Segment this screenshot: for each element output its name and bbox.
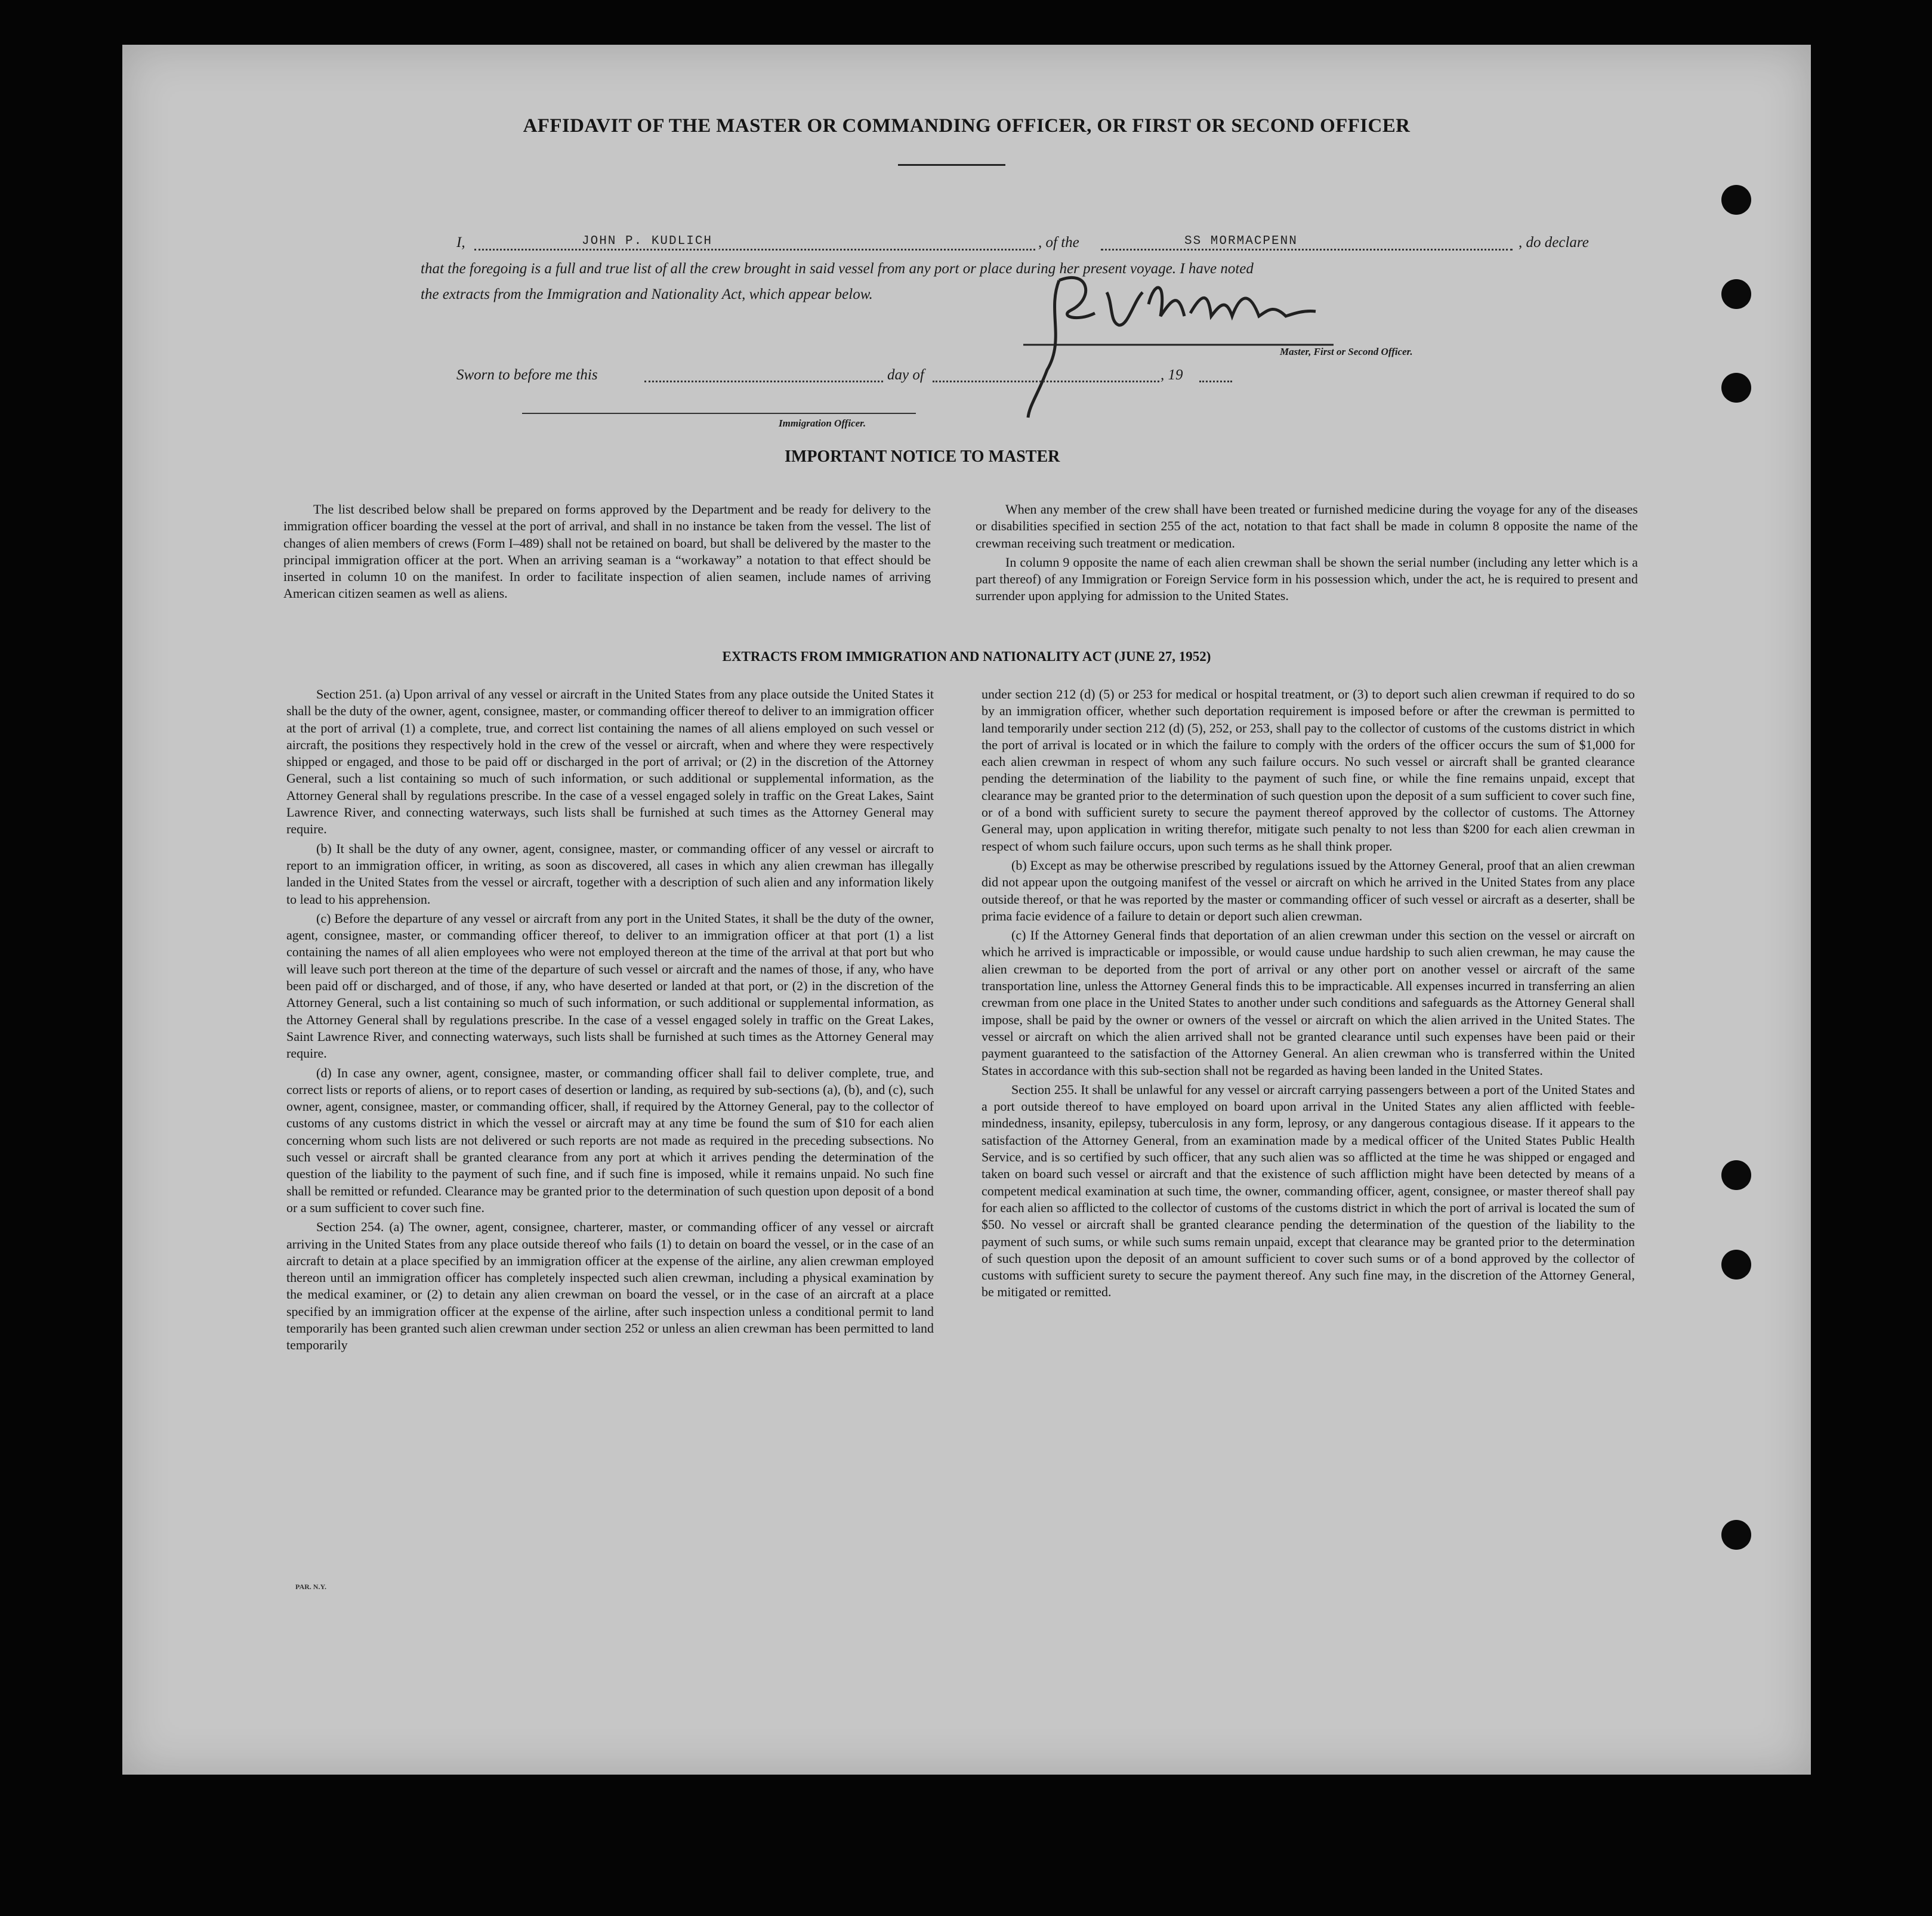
year-label: , 19 xyxy=(1161,367,1183,383)
sworn-year-line[interactable] xyxy=(1199,381,1232,382)
master-name-line xyxy=(474,249,1035,251)
extract-section-251c: (c) Before the departure of any vessel or aircraft from any port in the United States, it shall be the duty of the owner, agent, consignee, master, or commanding officer thereof, to deliver to an immigration officer at that port (1) a list containing the names of all alien employees who were not employed thereon at the time of the arrival at that port but who will leave such port thereon at the time of the departure of such vessel or aircraft and the names of those, if any, who have been paid off or discharged, and of those, if any, who have deserted or landed at that port, or (2) in the discretion of the Attorney General, such a list containing so much of such information, or such additional or supplemental information, as the Attorney General shall by regulations prescribe. In the case of a vessel engaged solely in traffic on the Great Lakes, Saint Lawrence River, and connecting waterways, such lists shall be furnished at such times as the Attorney General may require. xyxy=(286,910,934,1061)
extract-section-251b: (b) It shall be the duty of any owner, agent, consignee, master, or commanding officer of any vessel or aircraft to report to an immigration officer, in writing, as soon as discovered, all cases in which any alien crewman has illegally landed in the United States from the vessel or aircraft, together with a description of such alien and any information likely to lead to his apprehension. xyxy=(286,840,934,907)
notice-left-column xyxy=(283,501,931,605)
notice-right-column xyxy=(976,501,1638,607)
immigration-officer-caption: Immigration Officer. xyxy=(779,418,866,429)
printer-mark: PAR. N.Y. xyxy=(295,1583,327,1591)
declaration-line-3: the extracts from the Immigration and Nationality Act, which appear below. xyxy=(421,286,873,302)
sworn-month-line[interactable] xyxy=(933,381,1159,382)
extracts-right-column xyxy=(982,686,1635,1303)
notice-right-paragraph-1: When any member of the crew shall have been treated or furnished medicine during the voyage for any of the diseases or disabilities specified in section 255 of the act, notation to that fact shall be made in column 8 opposite the name of the crewman receiving such treatment or medication. xyxy=(976,502,1638,551)
master-signature xyxy=(1023,257,1334,424)
vessel-name-line xyxy=(1101,249,1513,251)
extract-section-254b: (b) Except as may be otherwise prescribed by regulations issued by the Attorney General, proof that an alien crewman did not appear upon the outgoing manifest of the vessel or aircraft on which he arrived in the United States from any place outside thereof, or that he was reported by the master or commanding officer of such vessel or aircraft as a deserter, shall be prima facie evidence of a failure to detain or deport such alien crewman. xyxy=(982,857,1635,923)
notice-right-paragraph-2: In column 9 opposite the name of each alien crewman shall be shown the serial number (including any letter which is a part thereof) of any Immigration or Foreign Service form in his possession which, under the act, he is required to present and surrender upon applying for admission to the United States. xyxy=(976,554,1638,604)
vessel-name-field[interactable]: SS MORMACPENN xyxy=(1184,234,1298,248)
extract-section-254a-cont: under section 212 (d) (5) or 253 for medical or hospital treatment, or (3) to deport such alien crewman if required to do so by an immigration officer, whether such deportation requirement is imposed before or after the crewman is permitted to land temporarily under section 212 (d) (5), 252, or 253, shall pay to the collector of customs of the customs district in which the port of arrival is located or in which the failure to comply with the orders of the officer occurs the sum of $1,000 for each alien crewman in respect of whom any such failure occurs. No such vessel or aircraft shall be granted clearance pending the determination of the liability to the payment of such fine, or while the fine remains unpaid, except that clearance may be granted prior to the determination of such question upon the deposit of a sum sufficient to cover such fine, or of a bond with sufficient surety to secure the payment thereof approved by the collector of customs. The Attorney General may, upon application in writing therefor, mitigate such penalty to not less than $200 for each alien crewman in respect of whom such failure occurs, upon such terms as he shall think proper. xyxy=(982,687,1635,854)
extracts-title: EXTRACTS FROM IMMIGRATION AND NATIONALITY ACT (JUNE 27, 1952) xyxy=(722,649,1211,664)
binder-hole xyxy=(1721,373,1751,403)
master-name-field[interactable]: JOHN P. KUDLICH xyxy=(582,234,713,248)
sworn-label: Sworn to before me this xyxy=(456,367,598,383)
day-of-label: day of xyxy=(887,367,924,383)
binder-hole xyxy=(1721,279,1751,309)
extracts-left-column xyxy=(286,686,934,1356)
binder-hole xyxy=(1721,1250,1751,1280)
extract-section-251a: Section 251. (a) Upon arrival of any vessel or aircraft in the United States from any place outside the United States it shall be the duty of the owner, agent, consignee, master, or commanding officer thereof to deliver to an immigration officer at the port of arrival (1) a complete, true, and correct list containing the names of all aliens employed on such vessel or aircraft, the positions they respectively hold in the crew of the vessel or aircraft, when and where they were respectively shipped or engaged, and those to be paid off or discharged in the port of arrival; or (2) in the discretion of the Attorney General, such a list containing so much of such information, or such additional or supplemental information, as the Attorney General shall by regulations prescribe. In the case of a vessel engaged solely in traffic on the Great Lakes, Saint Lawrence River, and connecting waterways, such lists shall be furnished at such times as the Attorney General may require. xyxy=(286,687,934,837)
binder-hole xyxy=(1721,1520,1751,1550)
extract-section-251d: (d) In case any owner, agent, consignee, master, or commanding officer shall fail to deliver complete, true, and correct lists or reports of aliens, or to report cases of desertion or landing, as required by sub-sections (a), (b), and (c), such owner, agent, consignee, master, or commanding officer, shall, if required by the Attorney General, pay to the collector of customs of any customs district in which the vessel or aircraft may at any time be found the sum of $10 for each alien concerning whom such lists are not delivered or such reports are not made as required in the preceding subsections. No such vessel or aircraft shall be granted clearance from any port at which it arrives pending the determination of the question of the liability to the payment of such fine, and if such fine is imposed, while it remains unpaid. No such fine shall be remitted or refunded. Clearance may be granted prior to the determination of such question upon deposit of a bond or a sum sufficient to cover such fine. xyxy=(286,1065,934,1215)
notice-left-paragraph: The list described below shall be prepared on forms approved by the Department and be ready for delivery to the immigration officer boarding the vessel at the port of arrival, and shall in no instance be taken from the vessel. The list of changes of alien members of crews (Form I–489) shall not be retained on board, but shall be delivered by the master to the principal immigration officer at the port. When an arriving seaman is a “workaway” a notation to that effect should be inserted in column 10 on the manifest. In order to facilitate inspection of alien seamen, include names of arriving American citizen seamen as well as aliens. xyxy=(283,502,931,601)
extract-section-255: Section 255. It shall be unlawful for any vessel or aircraft carrying passengers between a port of the United States and a port outside thereof to have employed on board upon arrival in the United States any alien afflicted with feeble-mindedness, insanity, epilepsy, tuberculosis in any form, leprosy, or any dangerous contagious disease. If it appears to the satisfaction of the Attorney General, from an examination made by a medical officer of the United States Public Health Service, and is so certified by such officer, that any such alien was so afflicted at the time he was shipped or engaged and taken on board such vessel or aircraft and that the existence of such affliction might have been detected by means of a competent medical examination at such time, the owner, commanding officer, agent, consignee, or master thereof shall pay for each alien so afflicted to the collector of customs of the customs district in which the port of arrival is located the sum of $50. No vessel or aircraft shall be granted clearance pending the determination of the question of the liability to the payment of such sums, or while such sums remain unpaid, except that clearance may be granted prior to the determination of such question upon the deposit of an amount sufficient to cover such sums or of a bond approved by the collector of customs with sufficient surety to secure the payment thereof. Any such fine may, in the discretion of the Attorney General, be mitigated or remitted. xyxy=(982,1081,1635,1300)
binder-hole xyxy=(1721,185,1751,215)
declaration-line-2: that the foregoing is a full and true list of all the crew brought in said vessel from any port or place during her present voyage. I have noted xyxy=(421,261,1254,277)
immigration-officer-line xyxy=(522,413,916,414)
of-the-label: , of the xyxy=(1038,234,1079,251)
signature-caption: Master, First or Second Officer. xyxy=(1280,346,1413,357)
binder-hole xyxy=(1721,1160,1751,1190)
affidavit-title: AFFIDAVIT OF THE MASTER OR COMMANDING OFFICER, OR FIRST OR SECOND OFFICER xyxy=(523,115,1411,137)
form-page xyxy=(122,45,1811,1775)
sworn-day-line[interactable] xyxy=(644,381,883,382)
extract-section-254a: Section 254. (a) The owner, agent, consignee, charterer, master, or commanding officer of any vessel or aircraft arriving in the United States from any place outside thereof who fails (1) to detain on board the vessel, or in the case of an aircraft to detain at a place specified by an immigration officer at the expense of the airline, any alien crewman employed thereon until an immigration officer has completely inspected such alien crewman, including a physical examination by the medical examiner, or (2) to detain any alien crewman on board the vessel, or in the case of an aircraft at a place specified by an immigration officer at the expense of the airline, after such inspection unless a conditional permit to land temporarily has been granted such alien crewman under section 252 or unless an alien crewman has been permitted to land temporarily xyxy=(286,1219,934,1353)
extract-section-254c: (c) If the Attorney General finds that deportation of an alien crewman under this section on the vessel or aircraft on which he arrived is impracticable or impossible, or would cause undue hardship to such alien crewman, he may cause the alien crewman to be deported from the port of arrival or any other port on another vessel or aircraft of the same transportation line, unless the Attorney General finds this to be impracticable. All expenses incurred in transferring an alien crewman from one place in the United States to another under such conditions and safeguards as the Attorney General shall impose, shall be paid by the owner or owners of the vessel or aircraft on which the alien arrived in the United States. The vessel or aircraft on which the alien arrived shall not be granted clearance until such expenses have been paid or their payment guaranteed to the satisfaction of the Attorney General. An alien crewman who is transferred within the United States in accordance with this sub-section shall not be regarded as having been landed in the United States. xyxy=(982,928,1635,1078)
notice-title: IMPORTANT NOTICE TO MASTER xyxy=(785,447,1060,466)
do-declare-label: , do declare xyxy=(1519,234,1589,251)
title-divider xyxy=(898,164,1005,166)
i-label: I, xyxy=(456,234,465,251)
